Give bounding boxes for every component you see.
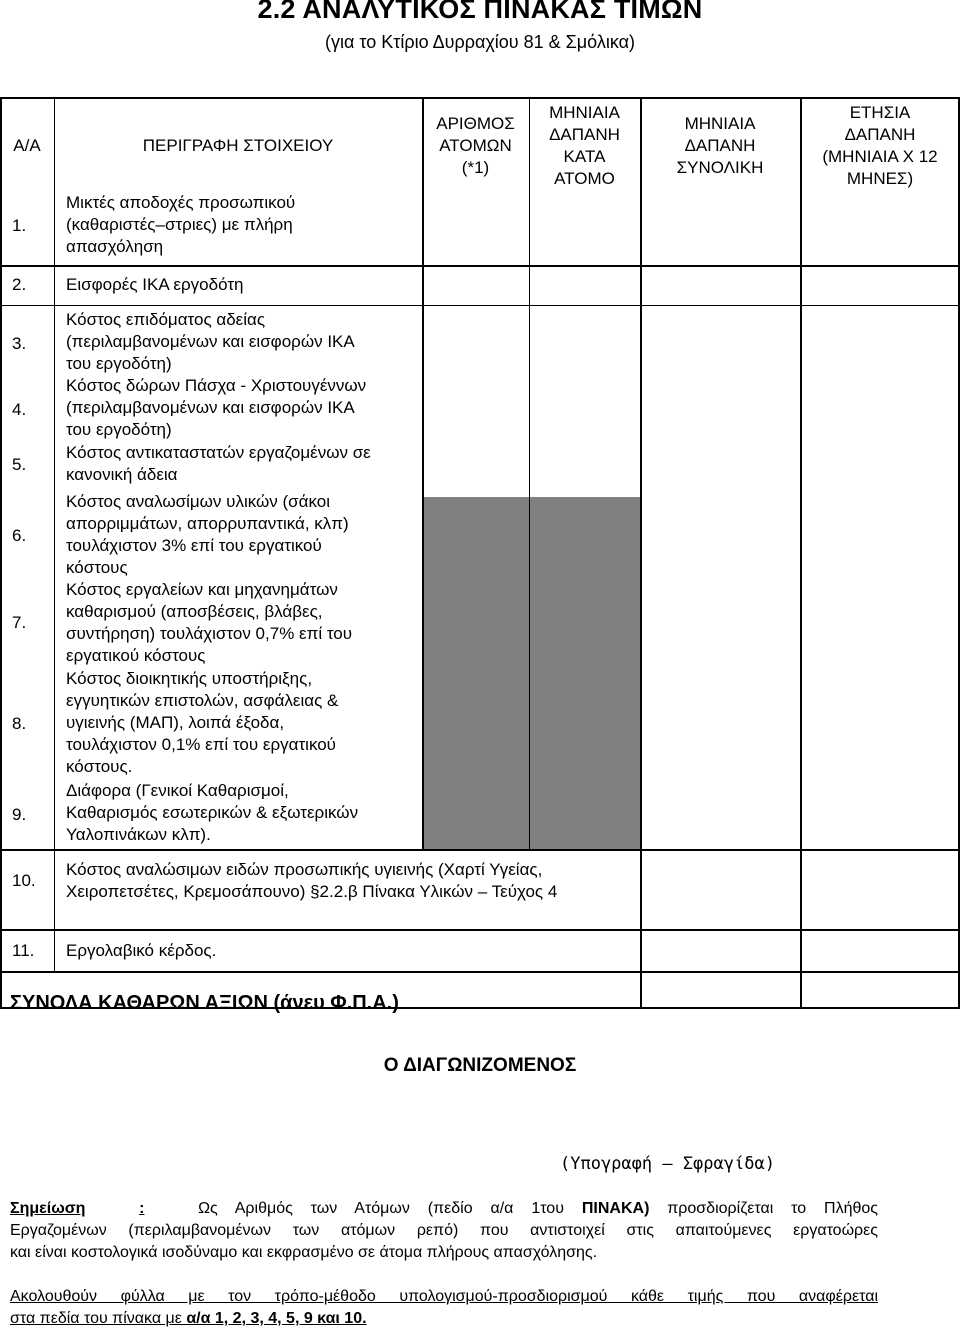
row-description: Εισφορές ΙΚΑ εργοδότη	[66, 275, 244, 294]
row-description: Μικτές αποδοχές προσωπικού (καθαριστές–στριες) με πλήρη απασχόληση	[66, 193, 296, 256]
row-number: 10.	[12, 871, 36, 890]
row-description: Κόστος δώρων Πάσχα - Χριστουγέννων (περιλαμβανομένων και εισφορών ΙΚΑ του εργοδότη)	[66, 376, 367, 439]
row-number: 6.	[12, 526, 27, 545]
signature-label: (Υπογραφή – Σφραγίδα)	[560, 1154, 775, 1174]
row-number: 4.	[12, 400, 27, 419]
shaded-cell	[422, 497, 529, 849]
footnote-line-2: στα πεδία του πίνακα με α/α 1, 2, 3, 4, 5, 9 και 10.	[10, 1310, 367, 1327]
footnote-line-1: Ακολουθούν φύλλα με τον τρόπο-μέθοδο υπολογισμού-προσδιορισμού κάθε τιμής που αναφέρεται	[10, 1288, 878, 1305]
row-number: 7.	[12, 613, 27, 632]
totals-label: ΣΥΝΟΛΑ ΚΑΘΑΡΩΝ ΑΞΙΩΝ (άνευ Φ.Π.Α.)	[10, 992, 399, 1014]
header-description: ΠΕΡΙΓΡΑΦΗ ΣΤΟΙΧΕΙΟΥ	[142, 136, 334, 155]
row-number: 9.	[12, 805, 27, 824]
footnote	[10, 1286, 878, 1330]
note-label: Σημείωση	[10, 1200, 86, 1217]
row-description: Διάφορα (Γενικοί Καθαρισμοί, Καθαρισμός εσωτερικών & εξωτερικών Υαλοπινάκων κλπ).	[66, 781, 359, 844]
row-description: Κόστος αναλωσίμων υλικών (σάκοι απορριμμάτων, απορρυπαντικά, κλπ) τουλάχιστον 3% επί του εργατικού κόστους	[66, 492, 349, 577]
document-title: 2.2 ΑΝΑΛΥΤΙΚΟΣ ΠΙΝΑΚΑΣ ΤΙΜΩΝ	[257, 0, 703, 24]
note-line-2: Εργαζομένων (περιλαμβανομένων των ατόμων ρεπό) που αντιστοιχεί στις απαιτούμενες εργατοώρες	[10, 1222, 878, 1239]
header-monthly-per-person: ΜΗΝΙΑΙΑ ΔΑΠΑΝΗ ΚΑΤΑ ΑΤΟΜΟ	[549, 103, 620, 188]
row-number: 11.	[12, 941, 35, 960]
document-subtitle: (για το Κτίριο Δυρραχίου 81 & Σμόλικα)	[324, 32, 636, 52]
note-line-1: Σημείωση : Ως Αριθμός των Ατόμων (πεδίο α/α 1του ΠΙΝΑΚΑ) προσδιορίζεται το Πλήθος	[10, 1200, 879, 1217]
price-table	[0, 97, 960, 1009]
row-description: Κόστος αναλώσιμων ειδών προσωπικής υγιεινής (Χαρτί Υγείας, Χειροπετσέτες, Κρεμοσάπουνο) §2.2.β Πίνακα Υλικών – Τεύχος 4	[66, 860, 558, 901]
row-number: 3.	[12, 334, 27, 353]
header-monthly-total: ΜΗΝΙΑΙΑ ΔΑΠΑΝΗ ΣΥΝΟΛΙΚΗ	[676, 114, 764, 177]
row-number: 8.	[12, 714, 27, 733]
note-line-3: και είναι κοστολογικά ισοδύναμο και εκφρασμένο σε άτομα πλήρους απασχόλησης.	[10, 1244, 598, 1261]
row-description: Κόστος επιδόματος αδείας (περιλαμβανομένων και εισφορών ΙΚΑ του εργοδότη)	[66, 310, 355, 373]
row-number: 2.	[12, 275, 27, 294]
row-description: Κόστος αντικαταστατών εργαζομένων σε κανονική άδεια	[66, 443, 371, 484]
row-description: Κόστος διοικητικής υποστήριξης, εγγυητικών επιστολών, ασφάλειας & υγιεινής (ΜΑΠ), λοιπά έξοδα, τουλάχιστον 0,1% επί του εργατικού κόστους.	[66, 669, 339, 776]
note	[10, 1198, 878, 1264]
row-description: Εργολαβικό κέρδος.	[66, 941, 217, 960]
header-annual: ΕΤΗΣΙΑ ΔΑΠΑΝΗ (ΜΗΝΙΑΙΑ Χ 12 ΜΗΝΕΣ)	[822, 103, 938, 188]
row-number: 1.	[12, 216, 27, 235]
contestant-label: Ο ΔΙΑΓΩΝΙΖΟΜΕΝΟΣ	[383, 1055, 577, 1076]
header-persons: ΑΡΙΘΜΟΣ ΑΤΟΜΩΝ (*1)	[436, 114, 515, 177]
header-aa: Α/Α	[13, 136, 41, 155]
shaded-cell	[529, 497, 640, 849]
row-description: Κόστος εργαλείων και μηχανημάτων καθαρισμού (αποσβέσεις, βλάβες, συντήρηση) τουλάχιστον 0,7% επί του εργατικού κόστους	[66, 580, 353, 665]
row-number: 5.	[12, 455, 27, 474]
